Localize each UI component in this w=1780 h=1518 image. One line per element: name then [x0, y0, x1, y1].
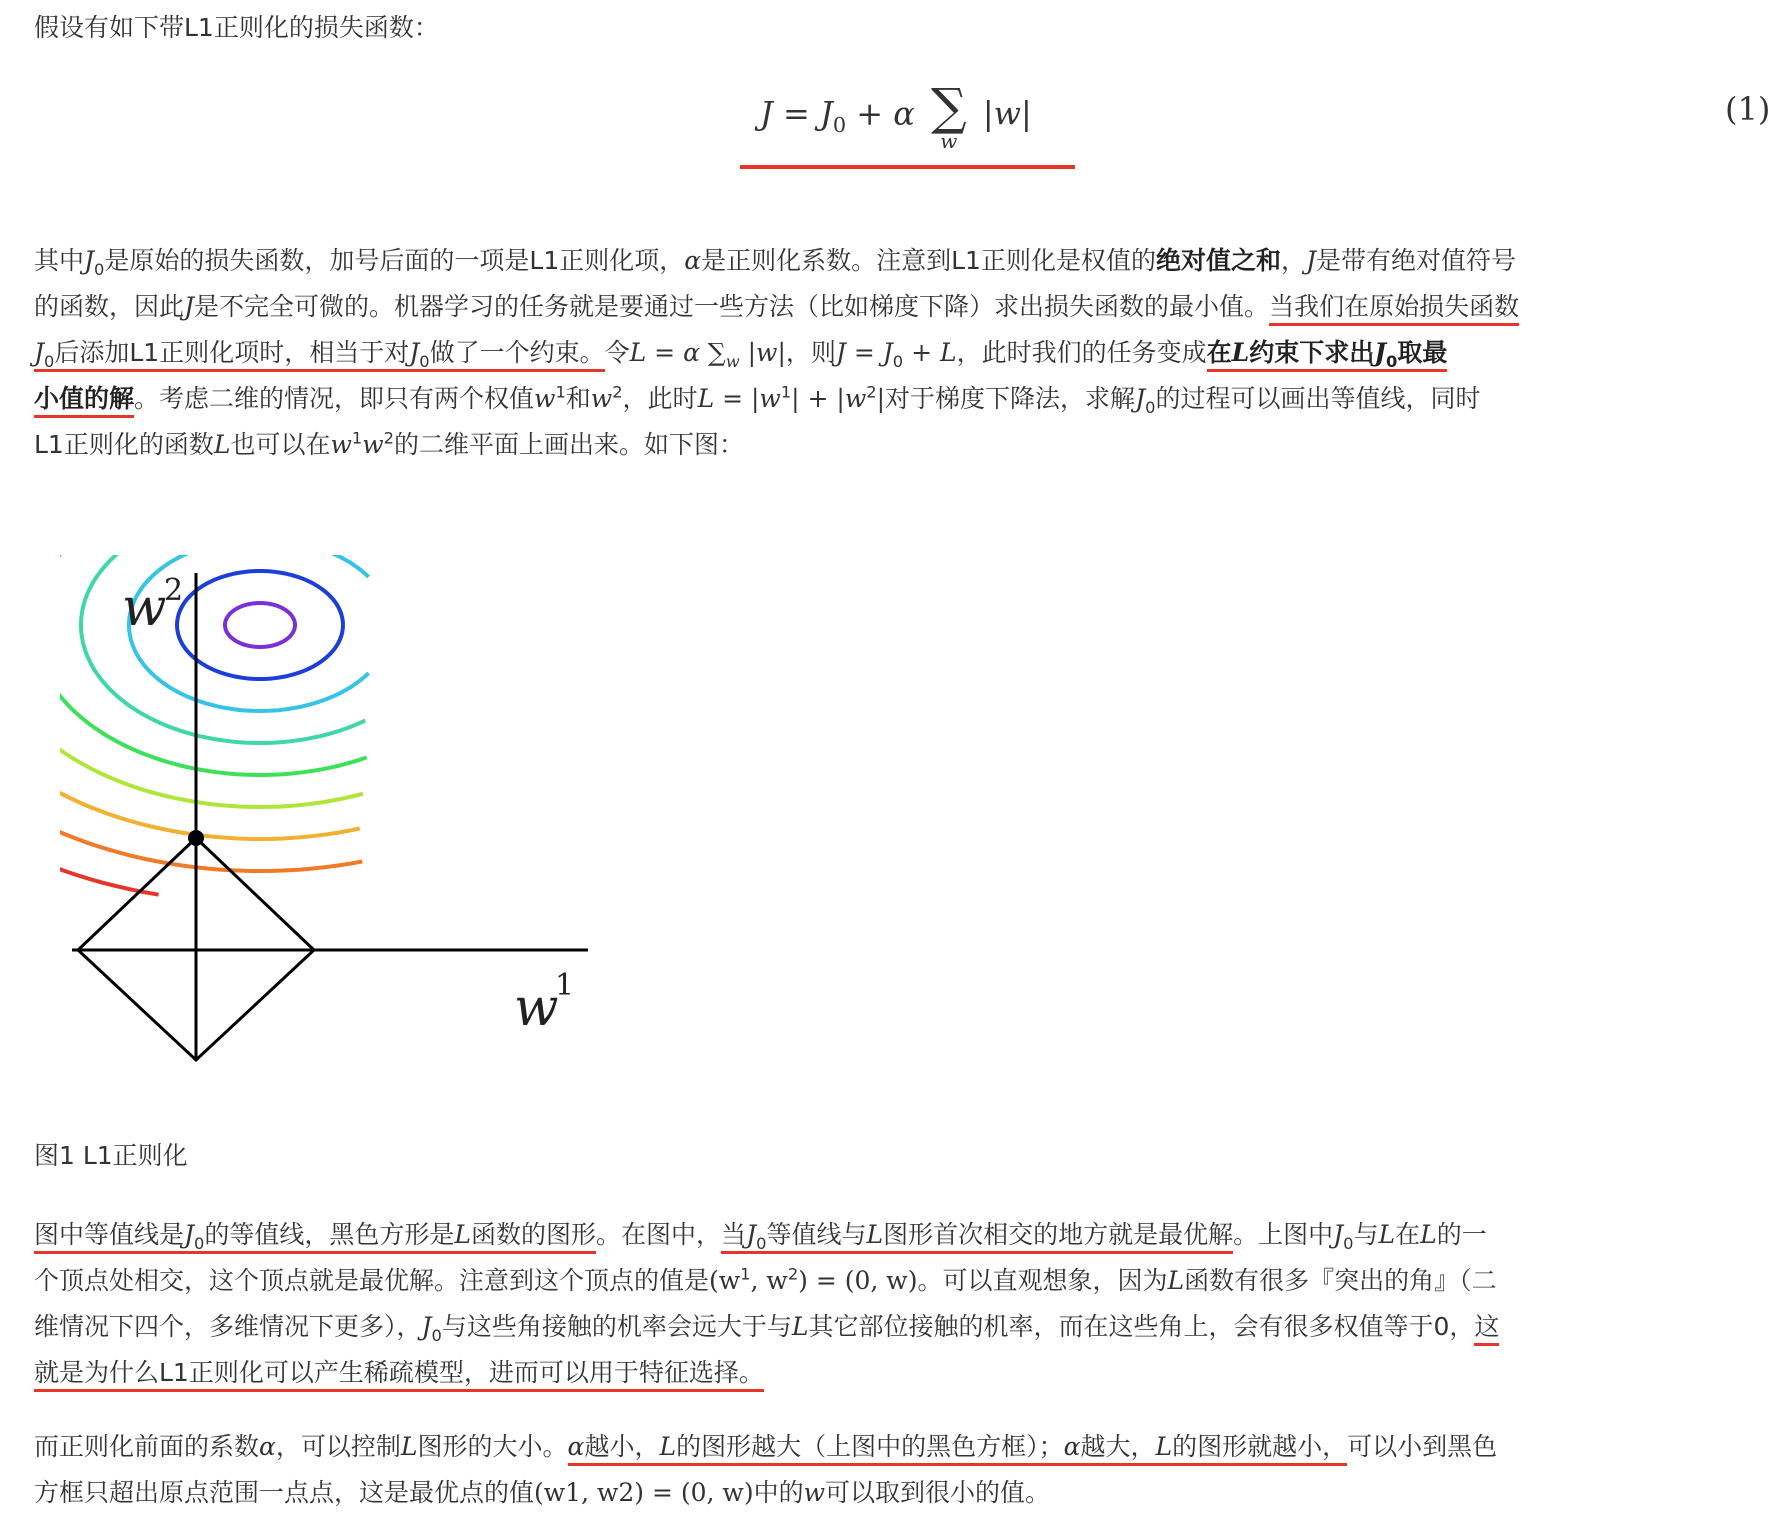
paragraph-1 [34, 238, 1769, 468]
underline-optimum: 当$J_0$等值线与L图形首次相交的地方就是最优解 [721, 1220, 1234, 1253]
p3-line-1: 而正则化前面的系数α，可以控制L图形的大小。α越小，L的图形越大（上图中的黑色方框）；α越大，L的图形就越小，可以小到黑色 [34, 1424, 1769, 1470]
underline-alpha: α越小，L的图形越大（上图中的黑色方框）；α越大，L的图形就越小， [568, 1432, 1348, 1466]
p1-line-1: 其中$J_0$是原始的损失函数，加号后面的一项是L1正则化项，α是正则化系数。注意到L1正则化是权值的绝对值之和，J是带有绝对值符号 [34, 246, 1517, 279]
p1-line-5: L1正则化的函数L也可以在$w^1w^2$的二维平面上画出来。如下图： [34, 428, 744, 459]
underline-sparse-start: 这 [1474, 1312, 1499, 1346]
formula-abs-w: |w| [982, 94, 1032, 133]
formula-underline [740, 165, 1075, 169]
formula-plus: + [856, 94, 884, 133]
underline-contour: 图中等值线是$J_0$的等值线，黑色方形是L函数的图形 [34, 1220, 597, 1253]
p1-line-3: $J_0$后添加L1正则化项时，相当于对$J_0$做了一个约束。令L = α $\sum_w$ |w|，则$J = J_0 + L$，此时我们的任务变成在L约束下求出$J_0$取最 [34, 338, 1448, 371]
equation-number: (1) [1725, 90, 1771, 128]
p1-line-2: 的函数，因此J是不完全可微的。机器学习的任务就是要通过一些方法（比如梯度下降）求出损失函数的最小值。当我们在原始损失函数 [34, 284, 1769, 330]
figure-svg [60, 555, 620, 1075]
formula-sum [930, 78, 967, 153]
sum-index: w [940, 129, 958, 153]
contour-ring [177, 571, 343, 679]
underline-constraint-start: 当我们在原始损失函数 [1269, 292, 1519, 326]
l1-regularization-figure [60, 555, 620, 1081]
p2-line-3: 维情况下四个，多维情况下更多），$J_0$与这些角接触的机率会远大于与L其它部位接触的机率，而在这些角上，会有很多权值等于0，这 [34, 1312, 1500, 1345]
p2-line-4 [34, 1350, 1769, 1396]
w1-label: w [514, 978, 559, 1038]
w2-label-sup: 2 [164, 573, 184, 608]
p2-line-1: 图中等值线是$J_0$的等值线，黑色方形是L函数的图形。在图中，当$J_0$等值线与L图形首次相交的地方就是最优解。上图中$J_0$与L在L的一 [34, 1220, 1487, 1253]
sigma-symbol: ∑ [930, 78, 967, 136]
underline-constraint-end: $J_0$后添加L1正则化项时，相当于对$J_0$做了一个约束。 [34, 338, 605, 371]
w1-label-sup: 1 [555, 968, 575, 1003]
formula-j: J [760, 94, 773, 133]
formula-alpha: α [893, 94, 915, 133]
underline-task-start: 在L约束下求出$J_0$取最 [1206, 338, 1448, 371]
p1-line-4: 小值的解。考虑二维的情况，即只有两个权值$w^1$和$w^2$，此时$L = |w^1| + |w^2|$对于梯度下降法，求解$J_0$的过程可以画出等值线，同时 [34, 382, 1481, 417]
contour-ring [60, 555, 360, 839]
intro-text: 假设有如下带L1正则化的损失函数： [34, 13, 439, 42]
underline-task-end: 小值的解 [34, 384, 134, 418]
bold-abs-sum: 绝对值之和 [1155, 246, 1281, 275]
w2-label: w [122, 578, 167, 638]
p3-line-2: 方框只超出原点范围一点点，这是最优点的值(w1, w2) = (0, w)中的w可以取到很小的值。 [34, 1478, 1051, 1507]
underline-sparse-end: 就是为什么L1正则化可以产生稀疏模型，进而可以用于特征选择。 [34, 1358, 764, 1392]
intersection-point [188, 830, 204, 846]
contour-ring [225, 603, 295, 647]
paragraph-2 [34, 1212, 1769, 1396]
p2-line-2: 个顶点处相交，这个顶点就是最优解。注意到这个顶点的值是($w^1$, $w^2) = (0$, w)。可以直观想象，因为L函数有很多『突出的角』（二 [34, 1264, 1497, 1295]
paragraph-3 [34, 1424, 1769, 1516]
formula-j0: J [819, 94, 833, 133]
formula-equals: = [783, 94, 810, 133]
formula-j0-sub: 0 [832, 112, 847, 137]
contour-lines [60, 555, 369, 895]
loss-formula [760, 78, 1032, 153]
contour-ring [60, 777, 362, 872]
figure-caption: 图1 L1正则化 [34, 1141, 188, 1170]
